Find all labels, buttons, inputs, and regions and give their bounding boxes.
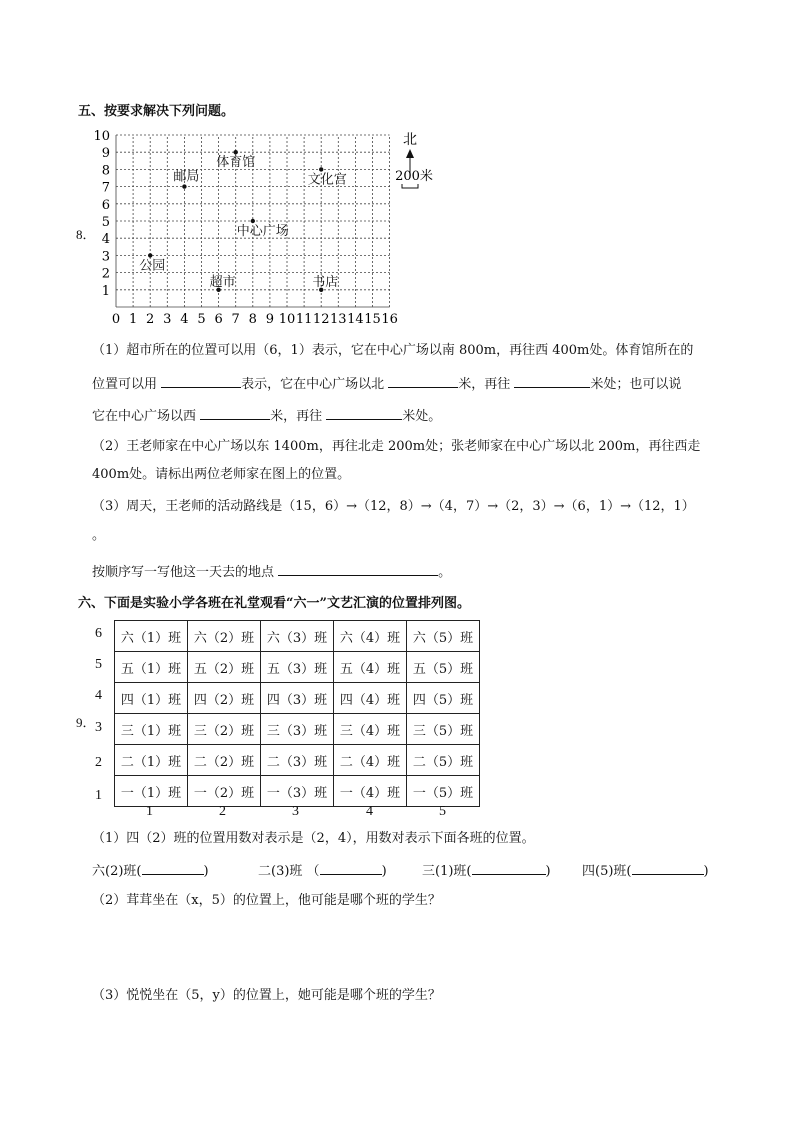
place-dot bbox=[319, 167, 323, 171]
column-label: 3 bbox=[292, 804, 299, 819]
y-tick-label: 1 bbox=[101, 283, 110, 299]
row-label: 5 bbox=[95, 657, 102, 672]
q8-part1-line3: 它在中心广场以西 米，再往 米处。 bbox=[92, 405, 441, 427]
x-tick-label: 6 bbox=[214, 312, 223, 327]
answer-blank[interactable] bbox=[326, 405, 402, 420]
coordinate-grid-map bbox=[93, 129, 433, 330]
seat-cell: 二（5）班 bbox=[407, 745, 480, 776]
seat-cell: 四（4）班 bbox=[334, 683, 407, 714]
section-5-title: 五、按要求解决下列问题。 bbox=[78, 104, 235, 119]
scale-bar bbox=[402, 184, 418, 188]
place-label: 体育馆 bbox=[216, 155, 256, 171]
seat-cell: 五（2）班 bbox=[188, 652, 261, 683]
answer-blank[interactable] bbox=[200, 405, 270, 420]
x-tick-label: 7 bbox=[231, 312, 240, 327]
seat-cell: 三（1）班 bbox=[115, 714, 188, 745]
x-tick-label: 16 bbox=[381, 312, 398, 327]
column-label: 2 bbox=[219, 804, 226, 819]
seat-cell: 四（2）班 bbox=[188, 683, 261, 714]
x-tick-label: 1 bbox=[128, 312, 138, 327]
row-label: 1 bbox=[95, 788, 102, 803]
seat-cell: 三（3）班 bbox=[261, 714, 334, 745]
section-6-title: 六、下面是实验小学各班在礼堂观看“六一”文艺汇演的位置排列图。 bbox=[78, 596, 470, 611]
place-dot bbox=[234, 150, 238, 154]
answer-blank[interactable] bbox=[278, 561, 438, 576]
row-label: 4 bbox=[95, 688, 102, 703]
row-label: 6 bbox=[95, 626, 102, 641]
seat-cell: 一（5）班 bbox=[407, 776, 480, 807]
seat-cell: 一（3）班 bbox=[261, 776, 334, 807]
seat-row bbox=[115, 652, 480, 683]
seating-table bbox=[114, 620, 480, 807]
scale-label: 200米 bbox=[395, 169, 433, 184]
q9-part1: （1）四（2）班的位置用数对表示是（2，4），用数对表示下面各班的位置。 bbox=[92, 831, 535, 846]
y-tick-label: 5 bbox=[101, 215, 110, 230]
seat-row bbox=[115, 621, 480, 652]
y-tick-label: 3 bbox=[101, 249, 110, 265]
x-tick-label: 8 bbox=[248, 312, 257, 327]
place-dot bbox=[148, 253, 152, 257]
question-9-number: 9． bbox=[76, 715, 96, 730]
seat-cell: 一（1）班 bbox=[115, 776, 188, 807]
x-tick-label: 13 bbox=[330, 312, 347, 327]
seat-cell: 三（4）班 bbox=[334, 714, 407, 745]
q8-part2-line1: （2）王老师家在中心广场以东 1400m，再往北走 200m处；张老师家在中心广场以北 200m，再往西走 bbox=[92, 439, 701, 454]
seat-cell: 六（3）班 bbox=[261, 621, 334, 652]
q8-part3-line3: 按顺序写一写他这一天去的地点 。 bbox=[92, 561, 451, 583]
seat-cell: 一（4）班 bbox=[334, 776, 407, 807]
place-dot bbox=[251, 219, 255, 223]
x-tick-label: 5 bbox=[197, 312, 206, 327]
x-tick-label: 4 bbox=[180, 312, 189, 327]
seat-cell: 五（3）班 bbox=[261, 652, 334, 683]
answer-blank[interactable] bbox=[142, 860, 204, 875]
column-label: 5 bbox=[439, 804, 446, 819]
seat-cell: 五（1）班 bbox=[115, 652, 188, 683]
y-tick-label: 8 bbox=[101, 163, 110, 179]
seat-cell: 四（5）班 bbox=[407, 683, 480, 714]
x-tick-label: 3 bbox=[163, 312, 172, 327]
seat-cell: 六（1）班 bbox=[115, 621, 188, 652]
y-tick-label: 10 bbox=[93, 129, 110, 144]
place-label: 中心广场 bbox=[236, 224, 289, 239]
q8-part2-line2: 400m处。请标出两位老师家在图上的位置。 bbox=[92, 467, 351, 482]
seat-cell: 二（1）班 bbox=[115, 745, 188, 776]
x-tick-label: 9 bbox=[265, 312, 275, 327]
north-arrow-icon bbox=[406, 149, 414, 158]
seat-cell: 二（2）班 bbox=[188, 745, 261, 776]
x-tick-label: 14 bbox=[347, 312, 364, 327]
x-tick-label: 2 bbox=[146, 312, 155, 327]
column-label: 1 bbox=[146, 804, 153, 819]
q9-part3: （3）悦悦坐在（5，y）的位置上，她可能是哪个班的学生？ bbox=[92, 988, 441, 1003]
x-tick-label: 12 bbox=[312, 312, 330, 327]
seat-cell: 三（5）班 bbox=[407, 714, 480, 745]
q9-part2: （2）茸茸坐在（x，5）的位置上，他可能是哪个班的学生？ bbox=[92, 893, 441, 908]
seat-cell: 五（4）班 bbox=[334, 652, 407, 683]
place-label: 书店 bbox=[312, 274, 339, 290]
answer-blank[interactable] bbox=[161, 373, 241, 388]
q8-part3-line2: 。 bbox=[92, 528, 106, 543]
place-label: 邮局 bbox=[173, 169, 200, 185]
row-label: 2 bbox=[95, 755, 102, 770]
x-tick-label: 11 bbox=[295, 312, 313, 327]
seat-cell: 六（2）班 bbox=[188, 621, 261, 652]
y-tick-label: 9 bbox=[101, 146, 110, 162]
row-label: 3 bbox=[95, 720, 102, 735]
place-label: 超市 bbox=[209, 274, 236, 290]
seat-row bbox=[115, 776, 480, 807]
seat-row bbox=[115, 683, 480, 714]
place-label: 公园 bbox=[139, 258, 166, 274]
y-tick-label: 6 bbox=[101, 197, 110, 213]
place-dot bbox=[182, 184, 186, 188]
answer-blank[interactable] bbox=[320, 860, 382, 875]
seat-row bbox=[115, 714, 480, 745]
place-label: 文化宫 bbox=[307, 172, 347, 188]
x-tick-label: 0 bbox=[111, 312, 121, 327]
seat-cell: 二（4）班 bbox=[334, 745, 407, 776]
answer-blank[interactable] bbox=[472, 860, 546, 875]
seat-row bbox=[115, 745, 480, 776]
seat-cell: 六（4）班 bbox=[334, 621, 407, 652]
answer-blank[interactable] bbox=[388, 373, 458, 388]
q8-part3-line1: （3）周天，王老师的活动路线是（15，6）→（12，8）→（4，7）→（2，3）→（6，1）→（12，1） bbox=[92, 499, 695, 514]
column-label: 4 bbox=[366, 804, 373, 819]
answer-blank[interactable] bbox=[632, 860, 704, 875]
x-tick-label: 10 bbox=[278, 312, 296, 327]
seat-cell: 五（5）班 bbox=[407, 652, 480, 683]
seat-cell: 六（5）班 bbox=[407, 621, 480, 652]
seat-cell: 二（3）班 bbox=[261, 745, 334, 776]
x-tick-label: 15 bbox=[364, 312, 381, 327]
q8-part1-line1: （1）超市所在的位置可以用（6，1）表示，它在中心广场以南 800m，再往西 400m处。体育馆所在的 bbox=[92, 343, 694, 358]
answer-blank[interactable] bbox=[514, 373, 590, 388]
q8-part1-line2: 位置可以用 表示，它在中心广场以北 米，再往 米处；也可以说 bbox=[92, 373, 681, 395]
north-label: 北 bbox=[403, 132, 417, 148]
y-tick-label: 2 bbox=[101, 266, 110, 282]
seat-cell: 三（2）班 bbox=[188, 714, 261, 745]
y-tick-label: 7 bbox=[101, 180, 110, 196]
seat-cell: 一（2）班 bbox=[188, 776, 261, 807]
seat-cell: 四（3）班 bbox=[261, 683, 334, 714]
y-tick-label: 4 bbox=[101, 232, 110, 248]
seat-cell: 四（1）班 bbox=[115, 683, 188, 714]
question-8-number: 8． bbox=[76, 227, 96, 242]
